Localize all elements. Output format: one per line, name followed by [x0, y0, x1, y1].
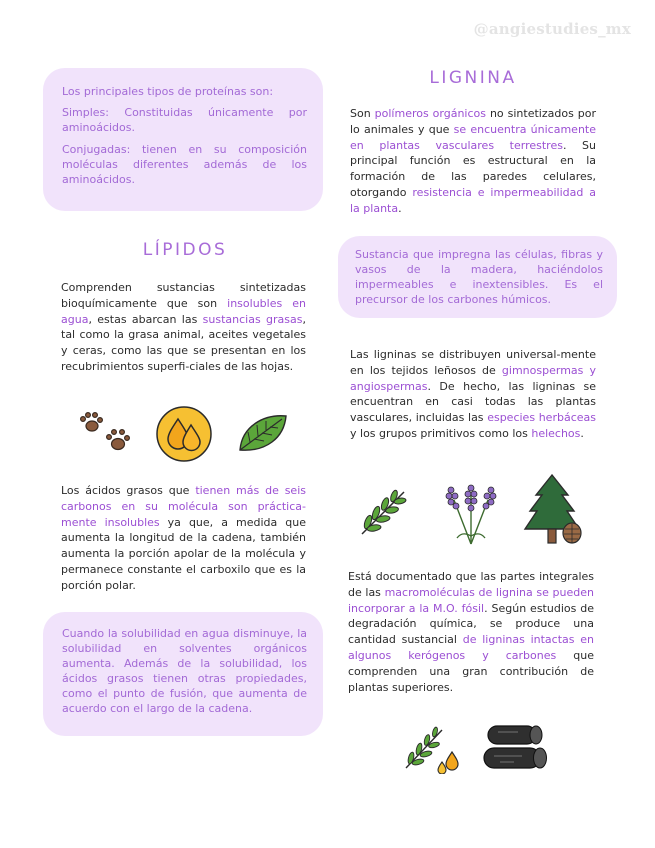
leaf-icon — [236, 412, 288, 454]
proteins-heading: Los principales tipos de proteínas son: — [62, 85, 274, 98]
lipidos-paragraph-1: Comprenden sustancias sintetizadas bioquímicamente que son insolubles en agua, estas abarcan las sustancias grasas, tal como la grasa animal, aceites vegetales y ceras, como las que se presentan en los recubrimientos superfi-ciales de las hojas. — [61, 281, 306, 373]
pine-tree-icon — [522, 473, 586, 545]
solubility-text: Cuando la solubilidad en agua disminuye, la solubilidad en solventes orgánicos aumenta. Además de la solubilidad, los ácidos grasos tienen otras propiedades, como el punto de fusión, que aumenta de acuerdo con el largo de la cadena. — [62, 627, 307, 715]
coal-logs-icon — [478, 722, 548, 774]
oil-drops-icon — [155, 405, 213, 463]
lipidos-title: LÍPIDOS — [142, 240, 228, 260]
proteins-box — [43, 68, 323, 211]
lignina-title: LIGNINA — [429, 68, 517, 88]
watermark: @angiestudies_mx — [473, 20, 631, 38]
lignina-paragraph-1: Son polímeros orgánicos no sintetizados por lo animales y que se encuentra únicamente en plantas vasculares terrestres. Su principal función es estructural en la formación de las paredes celulares, otorgando resistencia e impermeabilidad a la planta. — [350, 107, 597, 215]
fern-icon — [356, 486, 410, 538]
lignina-box-text: Sustancia que impregna las células, fibras y vasos de la madera, haciéndolos impermeables e inextensibles. Es el precursor de los carbones húmicos. — [355, 248, 603, 306]
lignina-box — [338, 236, 617, 318]
paw-prints-icon — [76, 410, 136, 458]
lipidos-paragraph-2: Los ácidos grasos que tienen más de seis carbonos en su molécula son práctica-mente insolubles ya que, a medida que aumenta la longitud de la cadena, también aumenta la porción apolar de la molécula y permanece constante el carboxilo que es la porción polar. — [61, 484, 306, 592]
lignina-paragraph-3: Está documentado que las partes integrales de las macromoléculas de lignina se pueden incorporar a la M.O. fósil. Según estudios de degradación química, se produce una cantidad sustancial de ligninas intactas en algunos kerógenos y carbones que comprenden una gran contribución de plantas superiores. — [348, 570, 594, 694]
proteins-conjugated: Conjugadas: tienen en su composición moléculas diferentes además de los aminoácidos. — [62, 143, 307, 186]
fern-drops-icon — [402, 724, 464, 774]
lignina-paragraph-2: Las ligninas se distribuyen universal-mente en los tejidos leñosos de gimnospermas y angiospermas. De hecho, las ligninas se encuentran en casi todas las plantas vasculares, incluidas las especies herbáceas y los grupos primitivos como los helechos. — [350, 348, 596, 440]
lavender-icon — [440, 482, 502, 546]
proteins-simple: Simples: Constituidas únicamente por aminoácidos. — [62, 106, 307, 134]
solubility-box — [43, 612, 323, 736]
